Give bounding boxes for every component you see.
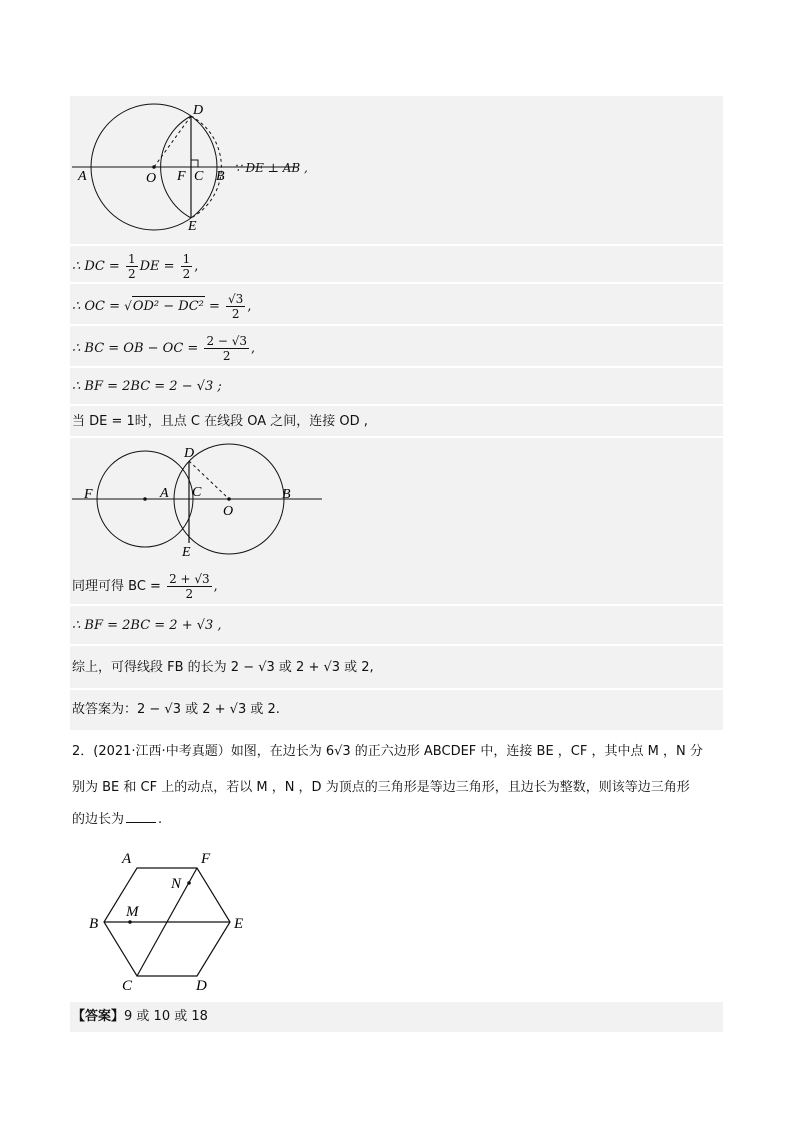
answer-blank (126, 810, 156, 823)
step-dc-mid: DE = (139, 259, 179, 274)
fig1-caption: ∵ DE ⊥ AB , (234, 161, 308, 175)
fig1-label-d: D (193, 103, 204, 118)
step-oc-eq: = (204, 299, 225, 314)
step-oc-lhs: ∴ OC = (72, 299, 125, 314)
frac-num: 2 − √3 (206, 334, 248, 348)
problem2-line1: 2．(2021·江西·中考真题）如图，在边长为 6√3 的正六边形 ABCDEF 中，连接 BE ，CF ，其中点 M ，N 分 (72, 744, 703, 759)
problem2-line3-post: . (158, 812, 163, 827)
fig2-label-o: O (223, 504, 234, 519)
step-oc (72, 292, 251, 321)
summary-line: 综上，可得线段 FB 的长为 2 − √3 或 2 + √3 或 2, (72, 660, 374, 675)
step-dc-end: , (194, 259, 199, 274)
frac-num: √3 (228, 292, 244, 306)
hex-label-e: E (234, 916, 244, 932)
figure-hexagon (84, 848, 264, 998)
fig1-label-a: A (78, 169, 87, 184)
case2-bc-end: , (213, 579, 218, 594)
frac-den: 2 (182, 267, 191, 281)
fig1-label-b: B (216, 169, 225, 184)
fig1-label-e: E (188, 219, 197, 234)
frac-den: 2 (231, 307, 240, 321)
step-oc-end: , (247, 299, 252, 314)
frac-num: 1 (182, 252, 191, 266)
fig1-label-o: O (146, 171, 157, 186)
fig1-label-f: F (177, 169, 186, 184)
step-dc-lhs: ∴ DC = (72, 259, 124, 274)
step-oc-frac (226, 292, 245, 321)
fig1-label-c: C (194, 169, 204, 184)
step-bc-end: , (251, 341, 256, 356)
frac-num: 2 + √3 (169, 572, 210, 586)
case2-bf: ∴ BF = 2BC = 2 + √3 , (72, 618, 222, 633)
answer-line: 故答案为：2 − √3 或 2 + √3 或 2. (72, 702, 280, 717)
hex-label-n: N (171, 876, 182, 892)
answer-value: 9 或 10 或 18 (124, 1009, 208, 1024)
hex-label-f: F (201, 851, 211, 867)
step-oc-root: OD² − DC² (132, 296, 205, 317)
step-bc-frac (204, 334, 249, 363)
case2-intro: 当 DE = 1时，且点 C 在线段 OA 之间，连接 OD , (72, 414, 368, 429)
fig2-label-e: E (182, 545, 191, 560)
frac-den: 2 (222, 349, 231, 363)
fig2-label-b: B (282, 487, 291, 502)
step-dc (72, 252, 198, 281)
fig2-label-c: C (192, 485, 202, 500)
hex-label-b: B (89, 916, 99, 932)
problem2-line3 (72, 810, 162, 830)
hex-label-a: A (122, 851, 132, 867)
step-bc-lhs: ∴ BC = OB − OC = (72, 341, 203, 356)
step-bc (72, 334, 255, 363)
answer-tag: 【答案】 (72, 1009, 125, 1024)
sqrt-sign: √ (124, 299, 132, 313)
frac-num: 1 (127, 252, 136, 266)
step-dc-frac1 (126, 252, 138, 281)
hex-label-m: M (126, 904, 139, 920)
case2-bc (72, 572, 218, 601)
step-dc-frac2 (181, 252, 193, 281)
fig2-label-d: D (184, 446, 195, 461)
figure-two-circles (70, 440, 330, 564)
case2-bc-lhs: 同理可得 BC = (72, 579, 166, 594)
fig2-label-a: A (160, 486, 169, 501)
problem2-line2: 别为 BE 和 CF 上的动点，若以 M ，N ，D 为顶点的三角形是等边三角形，且边长为整数，则该等边三角形 (72, 780, 690, 795)
hex-label-d: D (196, 978, 207, 994)
step-bf: ∴ BF = 2BC = 2 − √3 ; (72, 379, 222, 394)
fig2-label-f: F (84, 487, 93, 502)
frac-den: 2 (127, 267, 136, 281)
problem2-answer (72, 1007, 208, 1027)
problem2-line3-pre: 的边长为 (72, 812, 125, 827)
case2-bc-frac (167, 572, 212, 601)
frac-den: 2 (185, 587, 194, 601)
hex-label-c: C (122, 978, 133, 994)
